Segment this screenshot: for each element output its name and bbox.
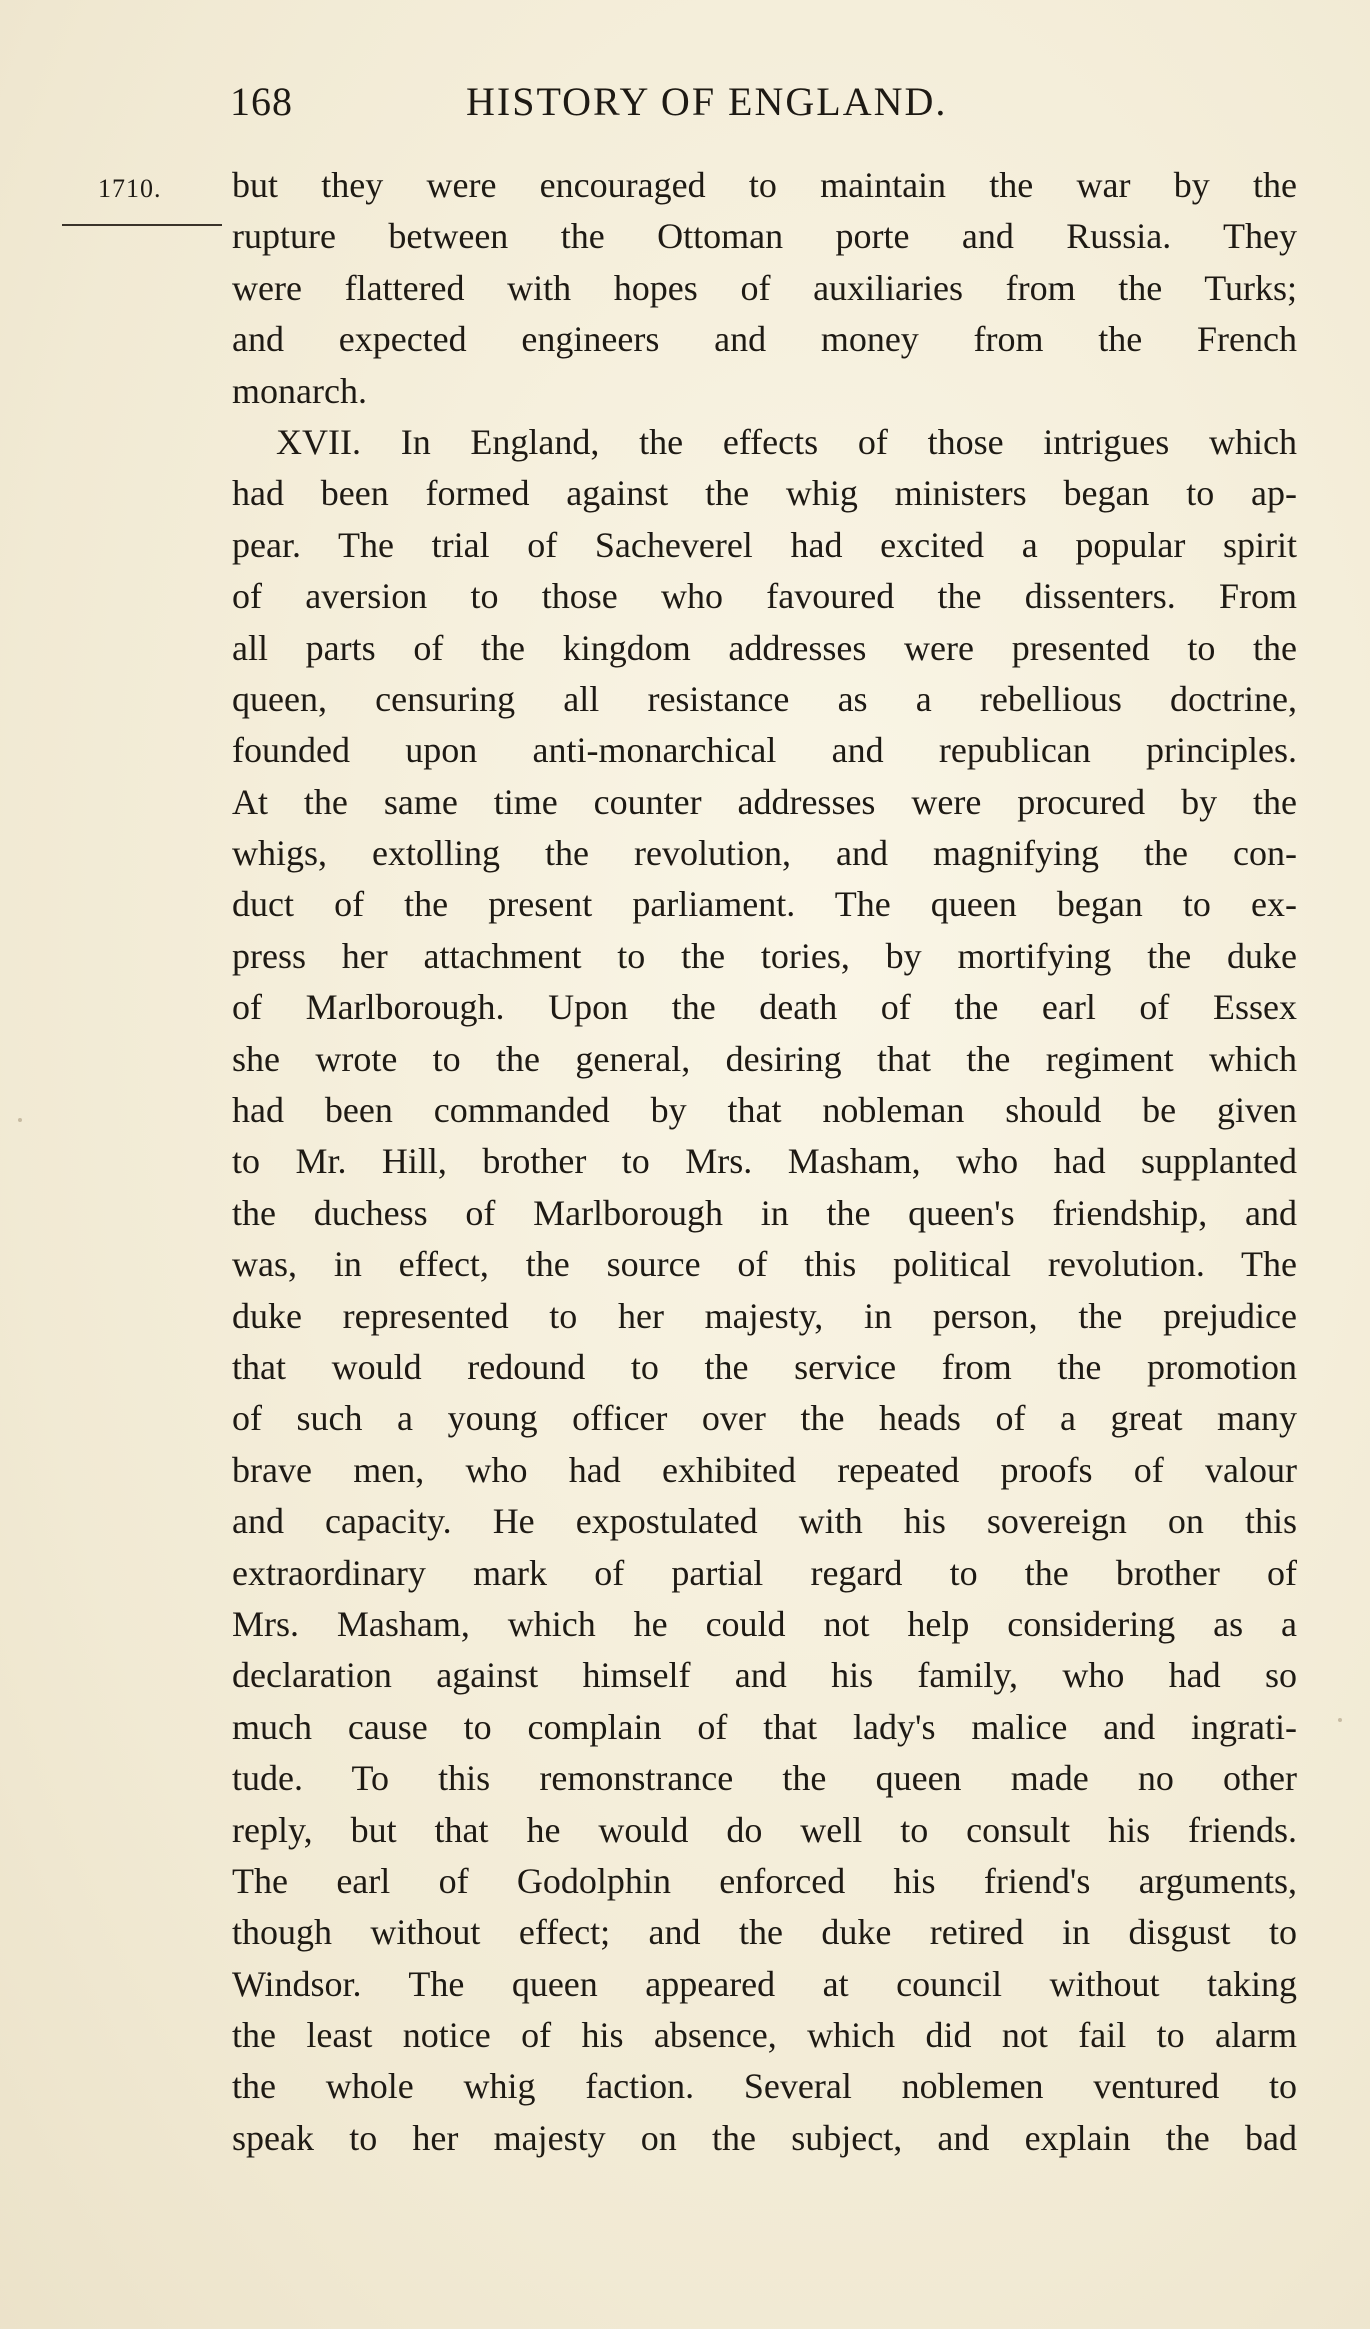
- text-line: the whole whig faction. Several noblemen ventured to: [232, 2066, 1297, 2107]
- text-line: all parts of the kingdom addresses were presented to the: [232, 627, 1297, 668]
- body-text: [232, 160, 1297, 2164]
- text-line: Mrs. Masham, which he could not help considering as a: [232, 1603, 1297, 1644]
- text-line: and expected engineers and money from the French: [232, 319, 1297, 360]
- text-line: to Mr. Hill, brother to Mrs. Masham, who had supplanted: [232, 1141, 1297, 1182]
- text-line: The earl of Godolphin enforced his friend's arguments,: [232, 1860, 1297, 1901]
- text-line: she wrote to the general, desiring that the regiment which: [232, 1038, 1297, 1079]
- text-line: whigs, extolling the revolution, and magnifying the con-: [232, 833, 1297, 874]
- text-line: reply, but that he would do well to consult his friends.: [232, 1809, 1297, 1850]
- text-line: of aversion to those who favoured the dissenters. From: [232, 576, 1297, 617]
- text-line: press her attachment to the tories, by mortifying the duke: [232, 935, 1297, 976]
- text-line: but they were encouraged to maintain the war by the: [232, 165, 1297, 205]
- text-line: was, in effect, the source of this political revolution. The: [232, 1244, 1297, 1285]
- text-line: that would redound to the service from the promotion: [232, 1346, 1297, 1387]
- text-line: pear. The trial of Sacheverel had excited a popular spirit: [232, 524, 1297, 565]
- section-start-line: XVII. In England, the effects of those intrigues which: [276, 421, 1297, 462]
- text-line: speak to her majesty on the subject, and explain the bad: [232, 2117, 1297, 2158]
- text-line: monarch.: [232, 370, 367, 411]
- text-line: tude. To this remonstrance the queen made no other: [232, 1758, 1297, 1799]
- text-line: the least notice of his absence, which did not fail to alarm: [232, 2015, 1297, 2056]
- text-line: had been formed against the whig ministers began to ap-: [232, 473, 1297, 514]
- text-line: declaration against himself and his family, who had so: [232, 1655, 1297, 1696]
- paper-speck: [1338, 1718, 1342, 1722]
- text-line: duct of the present parliament. The queen began to ex-: [232, 884, 1297, 925]
- text-line: and capacity. He expostulated with his sovereign on this: [232, 1501, 1297, 1542]
- margin-rule: [62, 224, 222, 226]
- margin-year-note: 1710.: [98, 174, 162, 203]
- text-line: were flattered with hopes of auxiliaries from the Turks;: [232, 267, 1297, 308]
- running-title: HISTORY OF ENGLAND.: [466, 79, 948, 124]
- text-line: though without effect; and the duke retired in disgust to: [232, 1912, 1297, 1953]
- text-line: had been commanded by that nobleman should be given: [232, 1090, 1297, 1131]
- text-line: queen, censuring all resistance as a rebellious doctrine,: [232, 678, 1297, 719]
- text-line: of such a young officer over the heads of a great many: [232, 1398, 1297, 1439]
- text-line: brave men, who had exhibited repeated proofs of valour: [232, 1449, 1297, 1490]
- running-head: [230, 78, 1130, 134]
- text-line: Windsor. The queen appeared at council without taking: [232, 1963, 1297, 2004]
- text-line: founded upon anti-monarchical and republican principles.: [232, 730, 1297, 771]
- text-line: At the same time counter addresses were procured by the: [232, 781, 1297, 822]
- page-number: 168: [230, 79, 293, 124]
- text-line: of Marlborough. Upon the death of the earl of Essex: [232, 987, 1297, 1028]
- text-line: the duchess of Marlborough in the queen's friendship, and: [232, 1192, 1297, 1233]
- text-line: duke represented to her majesty, in person, the prejudice: [232, 1295, 1297, 1336]
- text-line: much cause to complain of that lady's malice and ingrati-: [232, 1706, 1297, 1747]
- text-line: extraordinary mark of partial regard to the brother of: [232, 1552, 1297, 1593]
- text-line: rupture between the Ottoman porte and Russia. They: [232, 216, 1297, 257]
- paper-speck: [18, 1118, 22, 1122]
